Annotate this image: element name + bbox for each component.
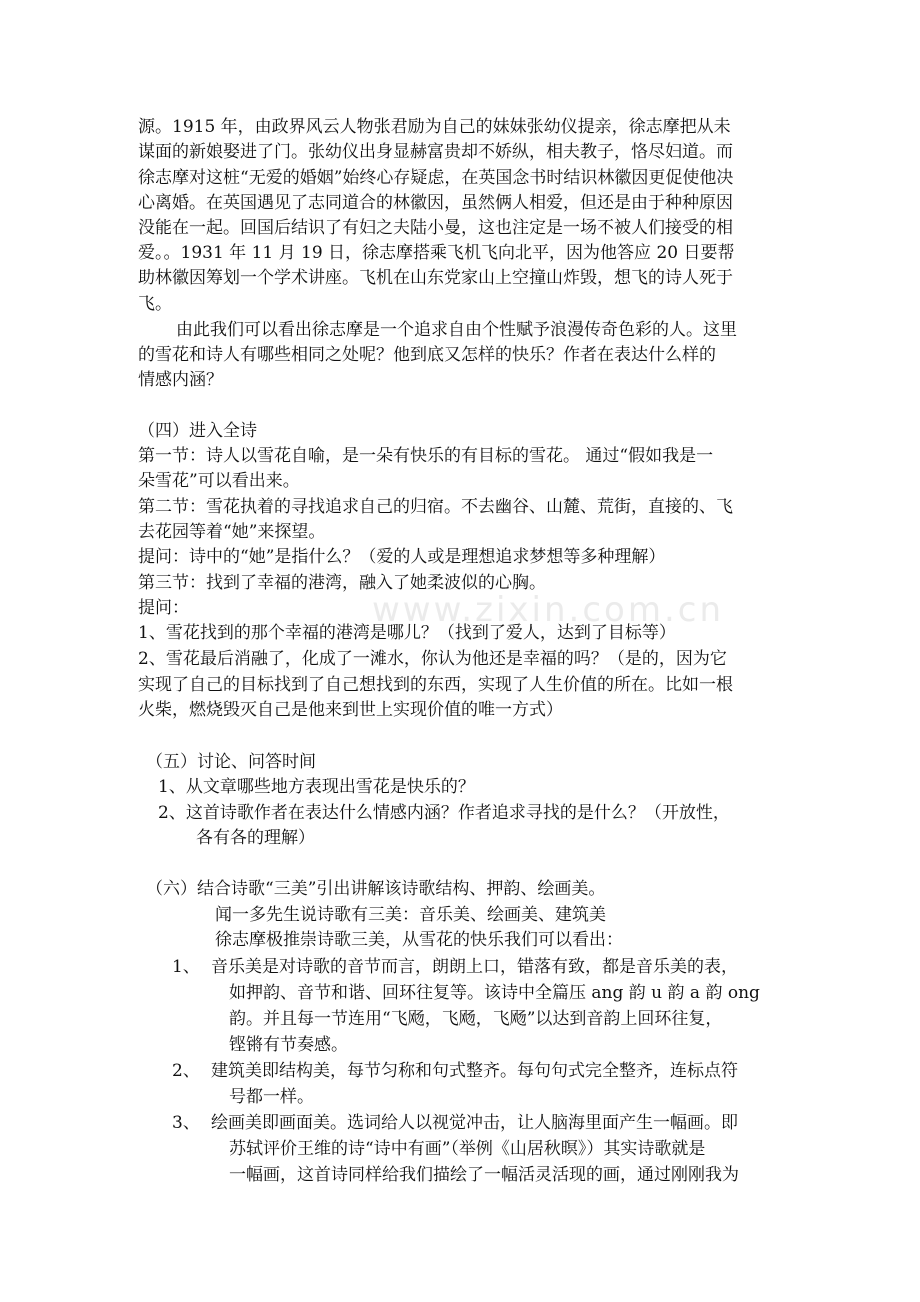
text-line: 徐志摩极推崇诗歌三美，从雪花的快乐我们可以看出： [215,930,623,950]
text-line: 2、雪花最后消融了，化成了一滩水，你认为他还是幸福的吗？（是的，因为它 [138,649,727,669]
text-line: 火柴，燃烧毁灭自己是他来到世上实现价值的唯一方式） [138,700,563,720]
list-item-continuation: 号都一样。 [229,1087,314,1107]
list-number: 3、 [172,1113,200,1133]
text-line: 助林徽因筹划一个学术讲座。飞机在山东党家山上空撞山炸毁，想飞的诗人死于 [138,268,733,288]
text-line: 实现了自己的目标找到了自己想找到的东西，实现了人生价值的所在。比如一根 [138,675,733,695]
text-line: 提问： [138,598,189,618]
text-line: 徐志摩对这桩“无爱的婚姻”始终心存疑虑，在英国念书时结识林徽因更促使他决 [138,168,734,188]
list-item: 音乐美是对诗歌的音节而言，朗朗上口，错落有致，都是音乐美的表， [211,957,738,977]
text-line: 情感内涵？ [138,370,223,390]
paragraph-indent-line: 由此我们可以看出徐志摩是一个追求自由个性赋予浪漫传奇色彩的人。这里 [176,320,737,340]
list-item-continuation: 韵。并且每一节连用“飞飏，飞飏，飞飏”以达到音韵上回环往复， [229,1009,723,1029]
list-item-continuation: 铿锵有节奏感。 [229,1035,348,1055]
list-item: 绘画美即画面美。选词给人以视觉冲击，让人脑海里面产生一幅画。即 [211,1113,738,1133]
text-line: 飞。 [138,294,172,314]
text-line: 提问：诗中的“她”是指什么？（爱的人或是理想追求梦想等多种理解） [138,547,666,567]
text-line: 源。1915 年，由政界风云人物张君励为自己的妹妹张幼仪提亲，徐志摩把从未 [138,117,731,137]
text-line: 的雪花和诗人有哪些相同之处呢？他到底又怎样的快乐？作者在表达什么样的 [138,345,716,365]
text-line: 第二节：雪花执着的寻找追求自己的归宿。不去幽谷、山麓、荒街，直接的、飞 [138,497,733,517]
text-line: 心离婚。在英国遇见了志同道合的林徽因，虽然俩人相爱，但还是由于种种原因 [138,193,733,213]
text-line: 爱。。1931 年 11 月 19 日，徐志摩搭乘飞机飞向北平，因为他答应 20 日要帮 [138,243,735,263]
text-line: 去花园等着“她”来探望。 [138,522,326,542]
list-item-continuation: 如押韵、音节和谐、回环往复等。该诗中全篇压 ang 韵 u 韵 a 韵 ong [229,983,760,1003]
text-line: 第三节：找到了幸福的港湾，融入了她柔波似的心胸。 [138,573,546,593]
list-number: 1、 [172,957,200,977]
list-item: 建筑美即结构美，每节匀称和句式整齐。每句句式完全整齐，连标点符 [211,1061,738,1081]
section-heading: （六）结合诗歌“三美”引出讲解该诗歌结构、押韵、绘画美。 [146,879,606,899]
list-item: 2、这首诗歌作者在表达什么情感内涵？作者追求寻找的是什么？（开放性， [158,803,730,823]
text-line: 谋面的新娘娶进了门。张幼仪出身显赫富贵却不娇纵，相夫教子，恪尽妇道。而 [138,142,733,162]
text-line: 闻一多先生说诗歌有三美：音乐美、绘画美、建筑美 [215,905,606,925]
section-heading: （五）讨论、问答时间 [146,752,316,772]
text-line: 没能在一起。回国后结识了有妇之夫陆小曼，这也注定是一场不被人们接受的相 [138,218,733,238]
list-item-continuation: 一幅画，这首诗同样给我们描绘了一幅活灵活现的画，通过刚刚我为 [229,1165,739,1185]
watermark: www.zixin.com.cn [372,590,724,630]
list-item-continuation: 各有各的理解） [196,828,315,848]
list-item-continuation: 苏轼评价王维的诗“诗中有画”（举例《山居秋暝》）其实诗歌就是 [229,1139,706,1159]
text-line: 1、雪花找到的那个幸福的港湾是哪儿？（找到了爱人，达到了目标等） [138,623,676,643]
list-number: 2、 [172,1061,200,1081]
list-item: 1、从文章哪些地方表现出雪花是快乐的？ [158,777,475,797]
text-line: 朵雪花”可以看出来。 [138,471,300,491]
section-heading: （四）进入全诗 [138,421,257,441]
text-line: 第一节：诗人以雪花自喻，是一朵有快乐的有目标的雪花。 通过“假如我是一 [138,446,714,466]
